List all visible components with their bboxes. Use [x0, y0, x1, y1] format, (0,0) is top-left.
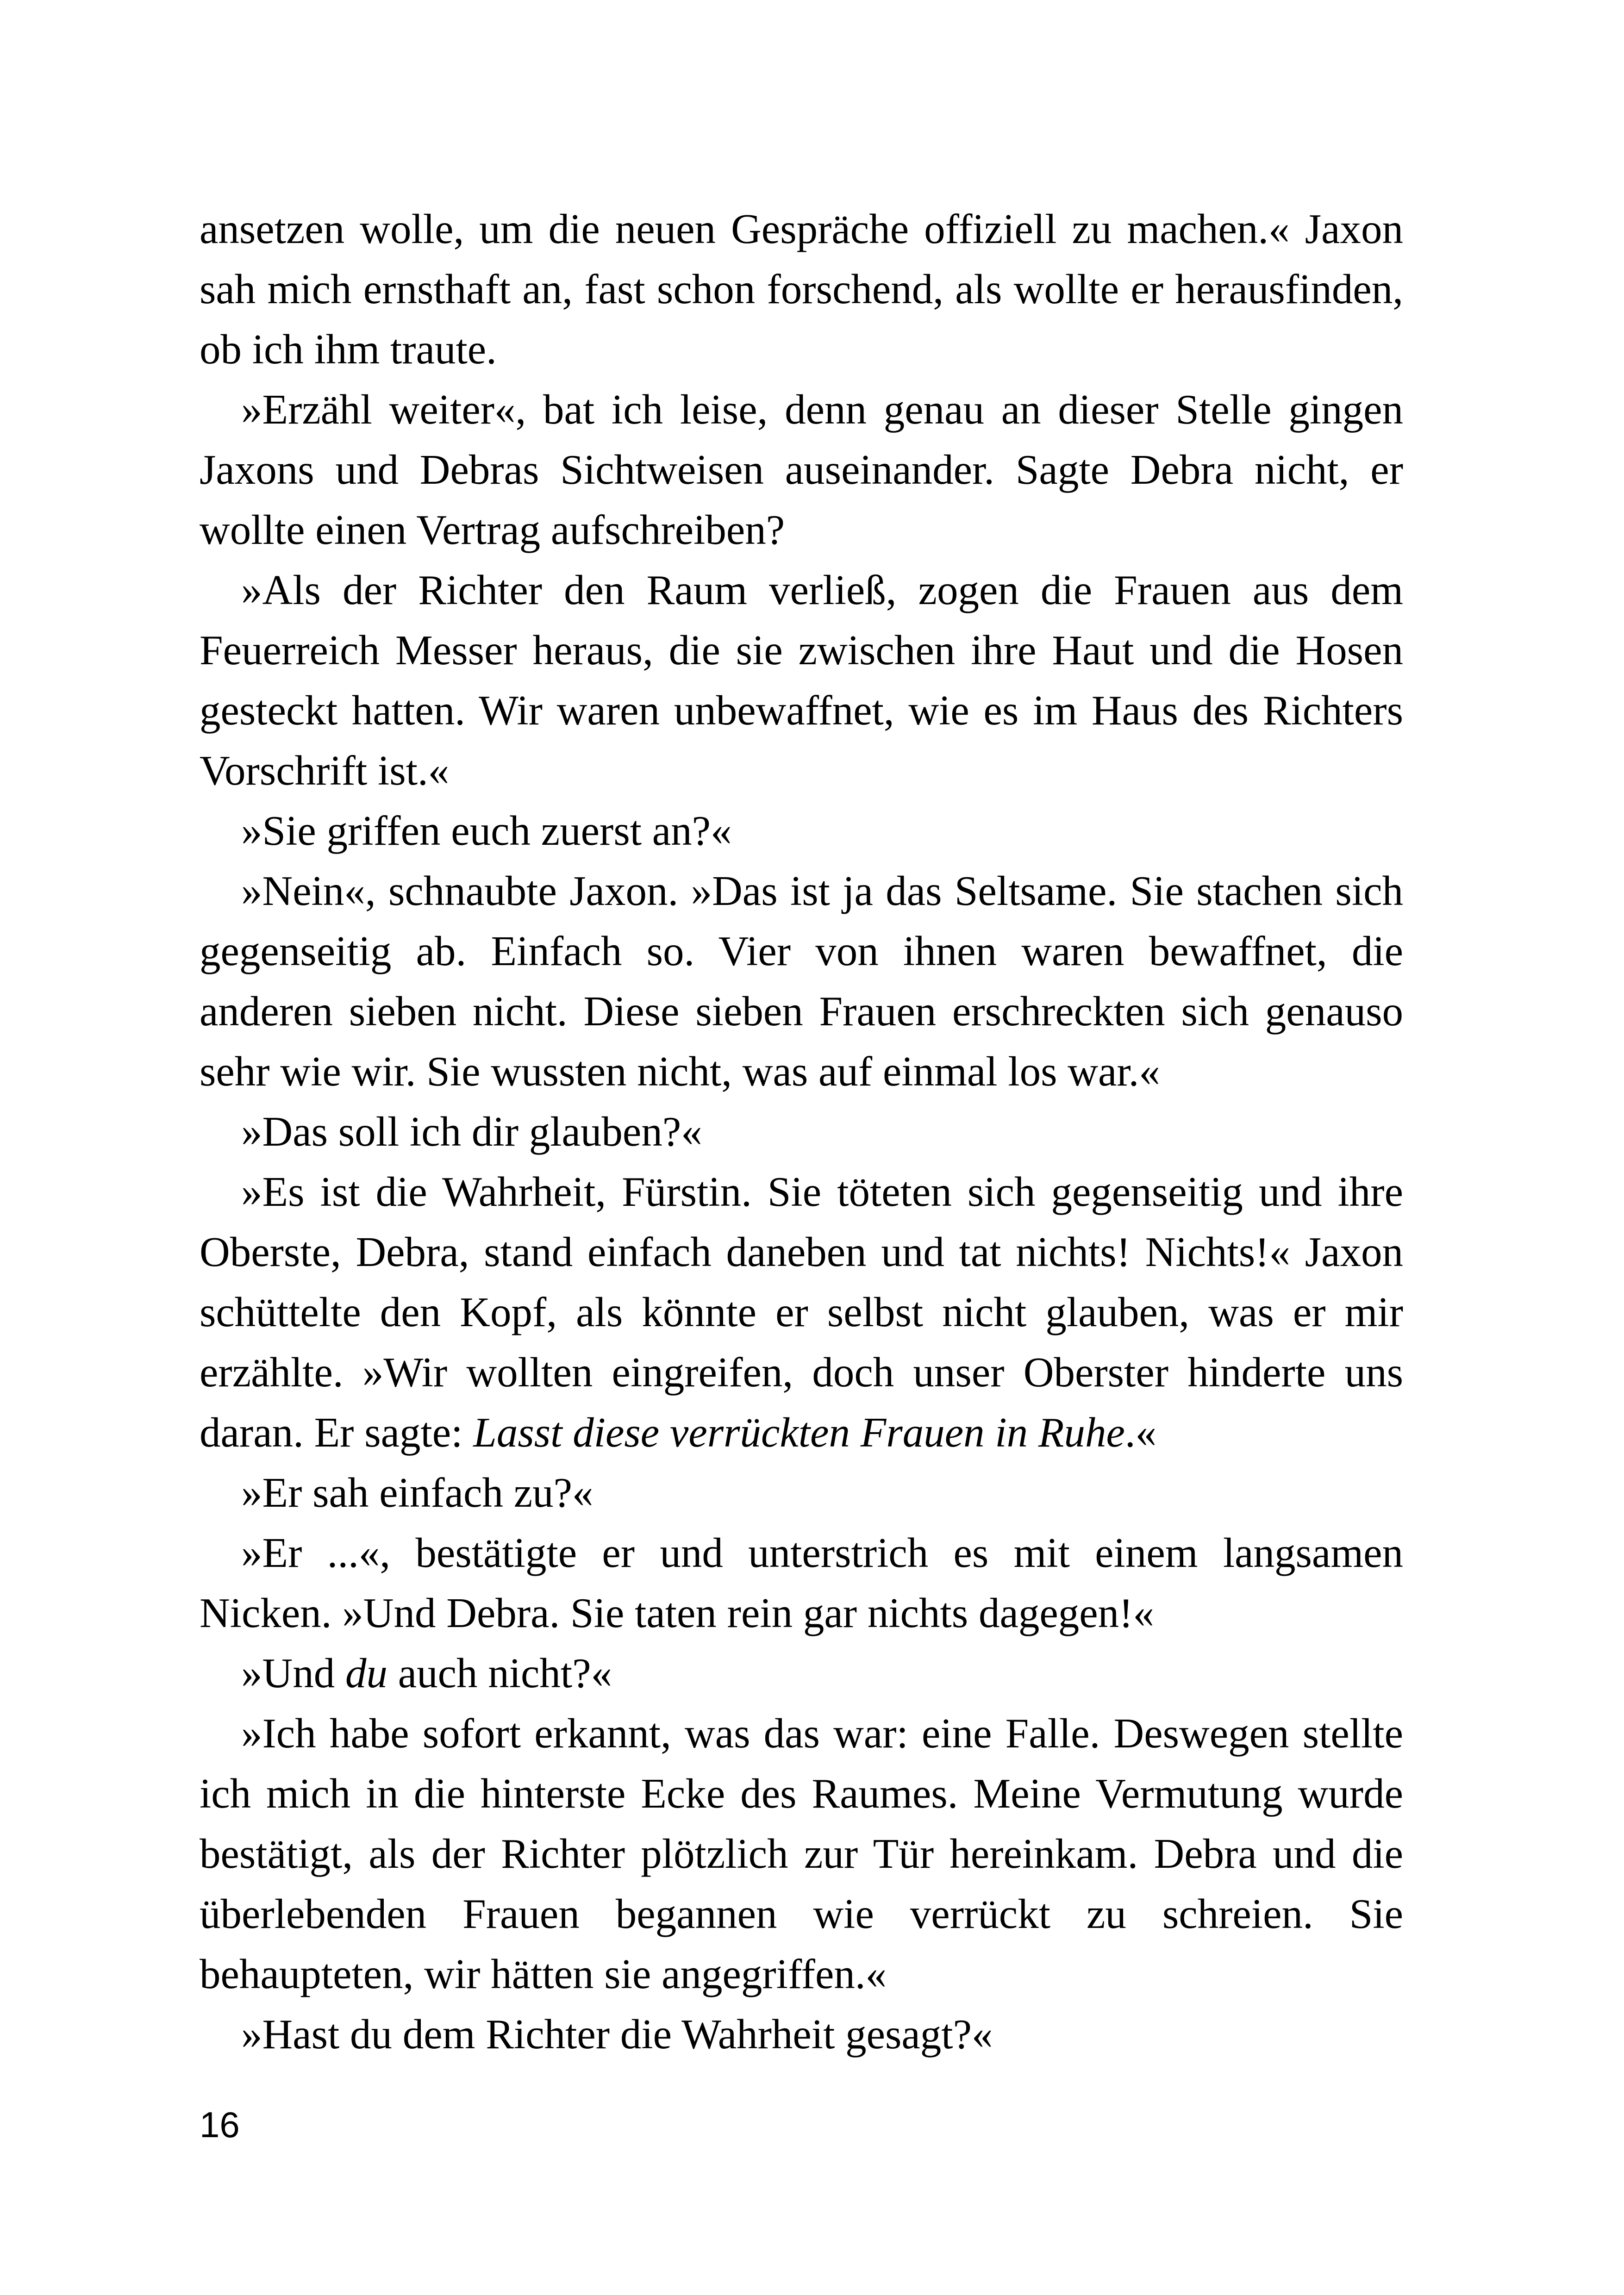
- paragraph-10-text: »Und: [241, 1650, 345, 1696]
- paragraph-9: »Er ...«, bestätigte er und unterstrich es mit einem langsamen Nicken. »Und Debra. Sie taten rein gar nichts dagegen!«: [200, 1529, 1403, 1636]
- paragraph-7-text: »Es ist die Wahrheit, Fürstin. Sie töteten sich gegenseitig und ihre Oberste, Debra, stand einfach daneben und tat nichts! Nichts!« Jaxon schüttelte den Kopf, als könnte er selbst nicht glauben, was er mir erzählte. »Wir wollten eingreifen, doch unser Oberster hinderte uns daran. Er sagte:: [200, 1168, 1403, 1456]
- paragraph-12: »Hast du dem Richter die Wahrheit gesagt?«: [241, 2011, 993, 2058]
- paragraph-3: »Als der Richter den Raum verließ, zogen die Frauen aus dem Feuerreich Messer heraus, die sie zwischen ihre Haut und die Hosen gesteckt hatten. Wir waren unbewaffnet, wie es im Haus des Richters Vorschrift ist.«: [200, 567, 1403, 794]
- paragraph-1: ansetzen wolle, um die neuen Gespräche offiziell zu machen.« Jaxon sah mich ernsthaft an, fast schon forschend, als wollte er herausfinden, ob ich ihm traute.: [200, 206, 1403, 373]
- paragraph-7-end: .«: [1124, 1409, 1157, 1456]
- paragraph-7-italic: Lasst diese verrückten Frauen in Ruhe: [473, 1409, 1125, 1456]
- page-number: 16: [200, 2104, 240, 2145]
- paragraph-8: »Er sah einfach zu?«: [241, 1469, 593, 1516]
- paragraph-10: [200, 1643, 1403, 1703]
- paragraph-7: [200, 1162, 1403, 1463]
- paragraph-5: »Nein«, schnaubte Jaxon. »Das ist ja das Seltsame. Sie stachen sich gegenseitig ab. Einfach so. Vier von ihnen waren bewaffnet, die anderen sieben nicht. Diese sieben Frauen erschreckten sich genauso sehr wie wir. Sie wussten nicht, was auf einmal los war.«: [200, 867, 1403, 1095]
- paragraph-10-italic: du: [345, 1650, 387, 1696]
- body-text: [200, 199, 1403, 2064]
- paragraph-11: »Ich habe sofort erkannt, was das war: eine Falle. Deswegen stellte ich mich in die hinterste Ecke des Raumes. Meine Vermutung wurde bestätigt, als der Richter plötzlich zur Tür hereinkam. Debra und die überlebenden Frauen begannen wie verrückt zu schreien. Sie behaupteten, wir hätten sie angegriffen.«: [200, 1710, 1403, 1997]
- paragraph-6: »Das soll ich dir glauben?«: [241, 1108, 702, 1155]
- paragraph-10-end: auch nicht?«: [387, 1650, 612, 1696]
- paragraph-2: »Erzähl weiter«, bat ich leise, denn genau an dieser Stelle gingen Jaxons und Debras Sichtweisen auseinander. Sagte Debra nicht, er wollte einen Vertrag aufschreiben?: [200, 386, 1403, 553]
- paragraph-4: »Sie griffen euch zuerst an?«: [241, 807, 732, 854]
